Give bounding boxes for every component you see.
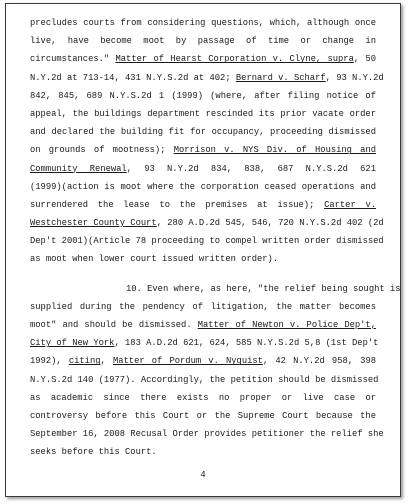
text-run: , 183 A.D.2d 621, 624, 585 N.Y.S.2d 5,8 (1st Dep't <box>114 338 379 349</box>
citation-underlined: Matter of Pordum v. Nyquist <box>112 356 263 367</box>
text-run: as academic since there exists no proper or live case or <box>30 392 376 403</box>
text-line <box>30 14 376 32</box>
text-run: 1992), <box>30 356 69 367</box>
text-run: Dep't 2001)(Article 78 proceeding to compel written order dismissed <box>30 236 384 247</box>
text-line <box>30 250 376 268</box>
text-line <box>30 69 384 87</box>
text-run: appeal, the buildings department rescinded its prior vacate order <box>30 108 376 119</box>
text-run: 10. Even where, as here, "the relief being sought is <box>126 283 401 294</box>
text-line <box>30 196 376 214</box>
text-line <box>30 407 376 425</box>
citation-underlined: Matter of Newton v. Police Dep't, <box>197 320 376 330</box>
text-run: seeks before this Court. <box>30 447 157 458</box>
citation-underlined: Bernard v. Scharf <box>235 72 326 83</box>
text-run: surrendered the lease to the premises at issue); <box>30 199 325 210</box>
text-line <box>30 389 376 407</box>
text-line <box>30 443 376 461</box>
text-run: N.Y.2d at 713-14, 431 N.Y.S.2d at 402; <box>30 72 236 83</box>
text-line <box>30 105 376 123</box>
text-line <box>30 87 376 105</box>
text-line <box>30 141 376 159</box>
text-line <box>30 334 379 352</box>
text-run: precludes courts from considering questions, which, although once <box>30 18 376 28</box>
text-line <box>30 280 401 298</box>
text-run: as moot when lower court issued written order). <box>30 254 279 265</box>
text-run: 842, 845, 689 N.Y.S.2d 1 (1999) (where, after filing notice of <box>30 90 376 101</box>
text-line <box>30 298 376 316</box>
text-run: , 280 A.D.2d 545, 546, 720 N.Y.S.2d 402 (2d <box>156 218 384 229</box>
text-run: September 16, 2008 Recusal Order provides petitioner the relief she <box>30 429 384 440</box>
text-run: , 93 N.Y.2d 834, 838, 687 N.Y.S.2d 621 <box>126 163 376 174</box>
text-run: , 50 <box>353 54 376 65</box>
citation-underlined: Matter of Hearst Corporation v. Clyne, supra <box>115 54 354 65</box>
text-run: supplied during the pendency of litigation, the matter becomes <box>30 301 376 312</box>
text-line <box>30 425 384 443</box>
paragraph-1 <box>30 14 384 269</box>
text-run: , 93 N.Y.2d <box>325 72 384 83</box>
text-line <box>30 371 379 389</box>
text-line <box>30 178 376 196</box>
text-run: , <box>100 356 113 367</box>
text-line <box>30 214 384 232</box>
paragraph-2 <box>30 280 401 462</box>
citation-underlined: Community Renewal <box>30 163 127 174</box>
text-run: circumstances." <box>30 54 116 65</box>
text-line <box>30 32 376 50</box>
text-run: on grounds of mootness); <box>30 145 174 156</box>
document-page <box>5 3 401 497</box>
citation-underlined: citing <box>68 356 101 367</box>
text-line <box>30 352 376 370</box>
text-run: (1999)(action is moot where the corporation ceased operations and <box>30 181 376 192</box>
text-line <box>30 232 384 250</box>
text-run: controversy before this Court or the Supreme Court because the <box>30 410 376 421</box>
text-run: , 42 N.Y.2d 958, 398 <box>262 356 376 367</box>
document-body <box>30 14 401 462</box>
text-run: N.Y.S.2d 140 (1977). Accordingly, the petition should be dismissed <box>30 374 379 385</box>
text-line <box>30 123 376 141</box>
citation-underlined: Westchester County Court <box>30 218 157 229</box>
citation-underlined: City of New York <box>30 338 115 349</box>
text-line <box>30 160 376 178</box>
page-number: 4 <box>200 470 206 480</box>
text-run: live, have become moot by passage of time or change in <box>30 36 376 47</box>
text-line <box>30 316 376 334</box>
citation-underlined: Morrison v. NYS Div. of Housing and <box>173 145 377 156</box>
text-run: moot" and should be dismissed. <box>30 320 198 330</box>
text-run: and declared the building fit for occupancy, proceeding dismissed <box>30 127 376 138</box>
text-line <box>30 50 376 68</box>
citation-underlined: Carter v. <box>324 199 376 210</box>
